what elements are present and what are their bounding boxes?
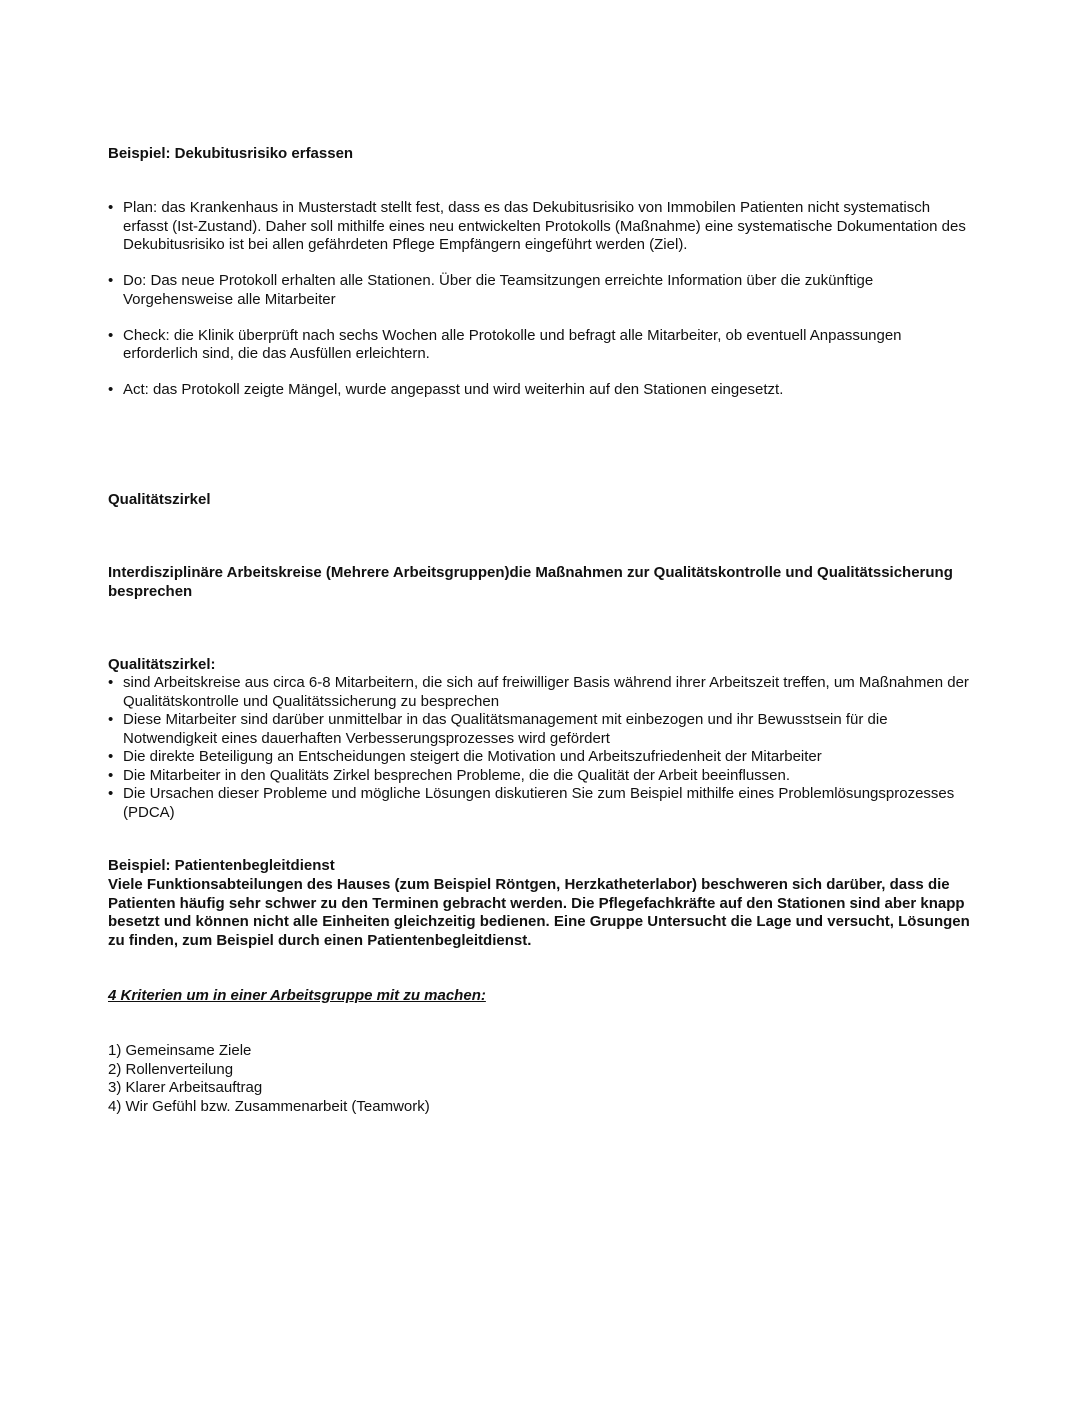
bullet-icon: • <box>108 674 114 691</box>
bullet-icon: • <box>108 748 114 765</box>
list-item: 4) Wir Gefühl bzw. Zusammenarbeit (Teamwork) <box>108 1097 430 1115</box>
list-item-text: Die Mitarbeiter in den Qualitäts Zirkel besprechen Probleme, die die Qualität der Arbeit beeinflussen. <box>123 766 791 784</box>
list-item-text: Die Ursachen dieser Probleme und mögliche Lösungen diskutieren Sie zum Beispiel mithilfe eines Problemlösungsprozesses (PDCA) <box>123 785 955 821</box>
section-heading-dekubitus: Beispiel: Dekubitusrisiko erfassen <box>108 145 354 162</box>
list-item-text: Diese Mitarbeiter sind darüber unmittelbar in das Qualitätsmanagement mit einbezogen und ihr Bewusstsein für die Notwendigkeit eines dauerhaften Verbesserungsprozesses wird gefördert <box>123 711 888 747</box>
list-item-text: Plan: das Krankenhaus in Musterstadt stellt fest, dass es das Dekubitusrisiko von Immobilen Patienten nicht systematisch erfasst (Ist-Zustand). Daher soll mithilfe eines neu entwickelten Protokolls (Maßnahme) eine systematische Dokumentation des Dekubitusrisiko ist bei allen gefährdeten Pflege Empfängern eingeführt werden (Ziel). <box>123 199 966 253</box>
bullet-icon: • <box>108 711 114 728</box>
list-item: 1) Gemeinsame Ziele <box>108 1042 252 1059</box>
list-item: 2) Rollenverteilung <box>108 1060 234 1078</box>
bullet-icon: • <box>108 785 114 802</box>
qualitaetszirkel-definition: Interdisziplinäre Arbeitskreise (Mehrere Arbeitsgruppen)die Maßnahmen zur Qualitätskontrolle und Qualitätssicherung besprechen <box>108 564 953 600</box>
bullet-icon: • <box>108 199 114 216</box>
list-item <box>108 748 978 767</box>
bullet-icon: • <box>108 766 114 784</box>
qualitaetszirkel-list <box>108 674 978 822</box>
patientenbegleitdienst-text: Viele Funktionsabteilungen des Hauses (zum Beispiel Röntgen, Herzkatheterlabor) beschweren sich darüber, dass die Patienten häufig sehr schwer zu den Terminen gebracht werden. Die Pflegefachkräfte auf den Stationen sind aber knapp besetzt und können nicht alle Einheiten gleichzeitig bedienen. Eine Gruppe Untersucht die Lage und versucht, Lösungen zu finden, zum Beispiel durch einen Patientenbegleitdienst. <box>108 876 970 949</box>
list-item-text: sind Arbeitskreise aus circa 6-8 Mitarbeitern, die sich auf freiwilliger Basis während ihrer Arbeitszeit treffen, um Maßnahmen der Qualitätskontrolle und Qualitätssicherung zu besprechen <box>123 674 969 710</box>
list-item-text: Do: Das neue Protokoll erhalten alle Stationen. Über die Teamsitzungen erreichte Information über die zukünftige Vorgehensweise alle Mitarbeiter <box>123 272 874 308</box>
list-item <box>108 785 978 822</box>
list-item-text: Act: das Protokoll zeigte Mängel, wurde angepasst und wird weiterhin auf den Stationen eingesetzt. <box>123 381 784 398</box>
list-item-do <box>108 272 968 309</box>
pdca-example-list <box>108 199 968 400</box>
bullet-icon: • <box>108 326 114 344</box>
list-item <box>108 674 978 711</box>
list-item <box>108 767 978 786</box>
section-heading-qualitaetszirkel: Qualitätszirkel <box>108 491 211 508</box>
section-heading-kriterien: 4 Kriterien um in einer Arbeitsgruppe mit zu machen: <box>108 987 486 1004</box>
bullet-icon: • <box>108 272 114 289</box>
bullet-icon: • <box>108 381 114 398</box>
list-item-check <box>108 327 968 364</box>
section-heading-patientenbegleitdienst: Beispiel: Patientenbegleitdienst <box>108 857 335 874</box>
list-item-text: Check: die Klinik überprüft nach sechs Wochen alle Protokolle und befragt alle Mitarbeiter, ob eventuell Anpassungen erforderlich sind, die das Ausfüllen erleichtern. <box>123 326 902 362</box>
list-item <box>108 711 978 748</box>
section-heading-qualitaetszirkel-details: Qualitätszirkel: <box>108 656 216 673</box>
list-item: 3) Klarer Arbeitsauftrag <box>108 1079 263 1096</box>
list-item-text: Die direkte Beteiligung an Entscheidungen steigert die Motivation und Arbeitszufriedenheit der Mitarbeiter <box>123 748 822 765</box>
list-item-plan <box>108 199 968 255</box>
kriterien-list <box>108 1042 983 1116</box>
list-item-act <box>108 381 968 400</box>
